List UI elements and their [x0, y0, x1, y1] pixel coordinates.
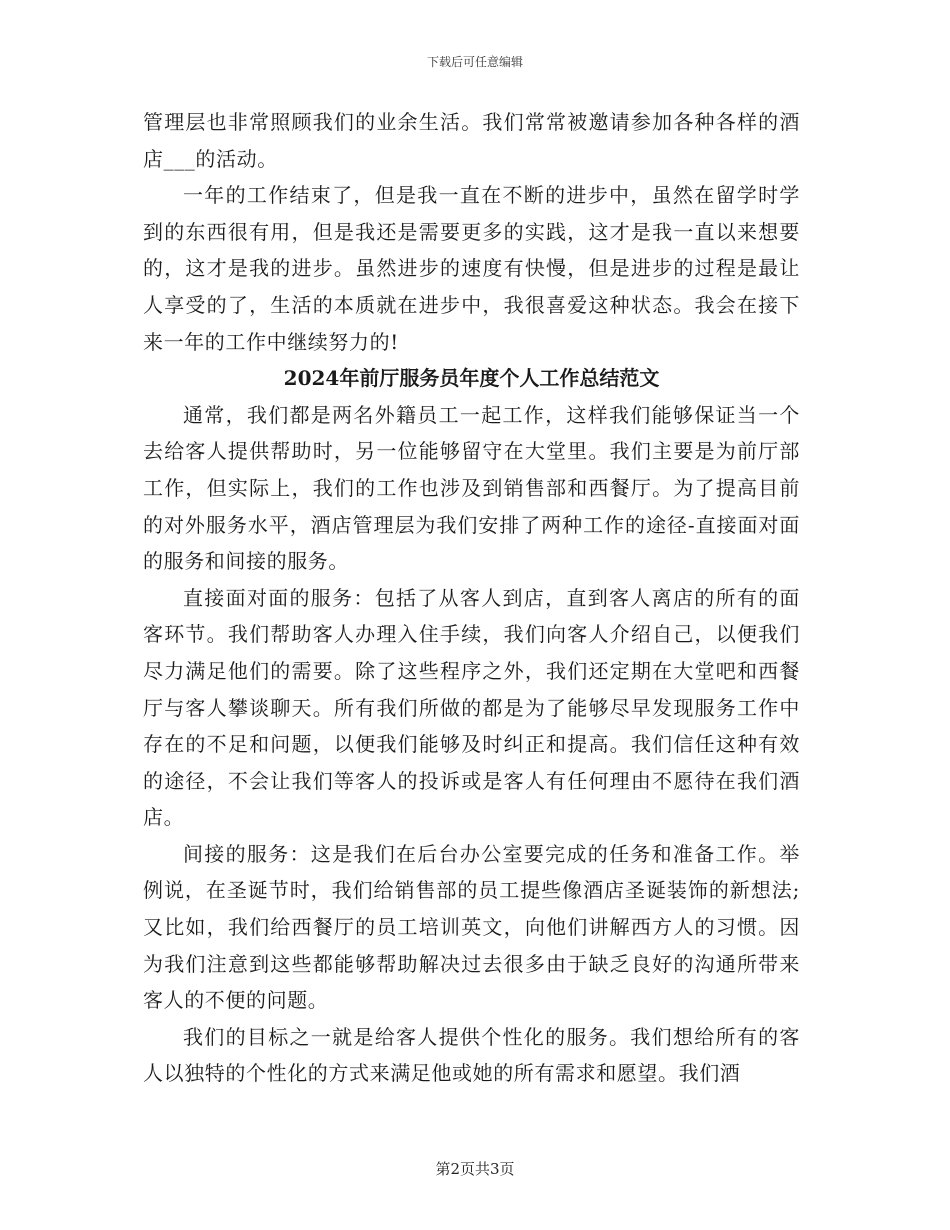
paragraph-direct-service: 直接面对面的服务：包括了从客人到店，直到客人离店的所有的面客环节。我们帮助客人办理入住手续，我们向客人介绍自己，以便我们尽力满足他们的需要。除了这些程序之外，我们还定期在大堂吧和西餐厅与客人攀谈聊天。所有我们所做的都是为了能够尽早发现服务工作中存在的不足和问题，以便我们能够及时纠正和提高。我们信任这种有效的途径，不会让我们等客人的投诉或是客人有任何理由不愿待在我们酒店。 [143, 585, 800, 830]
paragraph-indirect-service: 间接的服务：这是我们在后台办公室要完成的任务和准备工作。举例说，在圣诞节时，我们给销售部的员工提些像酒店圣诞装饰的新想法;又比如，我们给西餐厅的员工培训英文，向他们讲解西方人的习惯。因为我们注意到这些都能够帮助解决过去很多由于缺乏良好的沟通所带来客人的不便的问题。 [143, 841, 800, 1013]
section-title: 2024年前厅服务员年度个人工作总结范文 [283, 366, 660, 391]
paragraph-teamwork: 通常，我们都是两名外籍员工一起工作，这样我们能够保证当一个去给客人提供帮助时，另一位能够留守在大堂里。我们主要是为前厅部工作，但实际上，我们的工作也涉及到销售部和西餐厅。为了提高目前的对外服务水平，酒店管理层为我们安排了两种工作的途径-直接面对面的服务和间接的服务。 [143, 402, 800, 574]
paragraph-personalized-service: 我们的目标之一就是给客人提供个性化的服务。我们想给所有的客人以独特的个性化的方式来满足他或她的所有需求和愿望。我们酒 [143, 1024, 800, 1086]
document-body [143, 104, 800, 1092]
paragraph-continuation: 管理层也非常照顾我们的业余生活。我们常常被邀请参加各种各样的酒店___的活动。 [143, 110, 800, 171]
page-number: 第2页共3页 [435, 1160, 515, 1178]
paragraph-year-summary: 一年的工作结束了，但是我一直在不断的进步中，虽然在留学时学到的东西很有用，但是我还是需要更多的实践，这才是我一直以来想要的，这才是我的进步。虽然进步的速度有快慢，但是进步的过程是最让人享受的了，生活的本质就在进步中，我很喜爱这种状态。我会在接下来一年的工作中继续努力的! [143, 183, 800, 354]
header-note: 下载后可任意编辑 [426, 55, 523, 69]
